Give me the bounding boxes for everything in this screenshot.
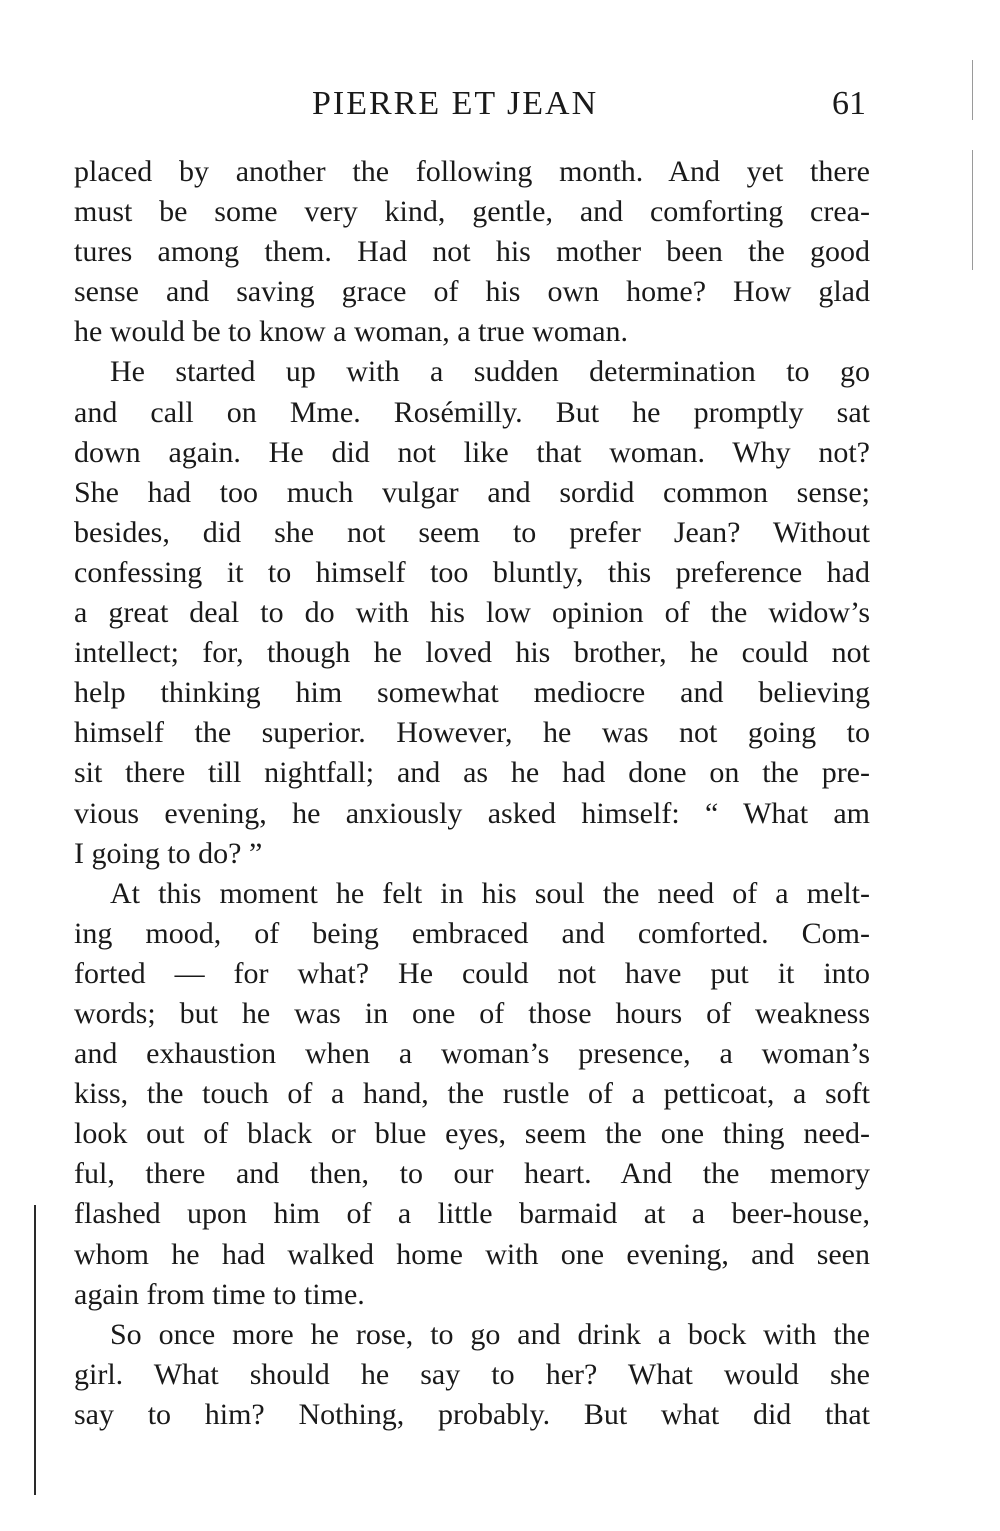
paragraph-start-line: At this moment he felt in his soul the need of a melt- — [110, 876, 870, 910]
text-line: I going to do? ” — [74, 836, 263, 870]
text-line: and call on Mme. Rosémilly. But he promptly sat — [74, 395, 870, 429]
text-line: he would be to know a woman, a true woman. — [74, 315, 629, 349]
text-line: look out of black or blue eyes, seem the one thing need- — [74, 1117, 870, 1151]
text-line: flashed upon him of a little barmaid at a beer-house, — [74, 1197, 870, 1231]
text-line: again from time to time. — [74, 1277, 365, 1311]
paragraph-start-line: He started up with a sudden determination to go — [110, 355, 870, 389]
text-line: help thinking him somewhat mediocre and believing — [74, 676, 870, 710]
paragraph-start-line: So once more he rose, to go and drink a bock with the — [110, 1317, 870, 1351]
margin-rule — [34, 1205, 36, 1495]
page-header — [0, 82, 1000, 126]
text-line: confessing it to himself too bluntly, this preference had — [74, 555, 870, 589]
text-line: kiss, the touch of a hand, the rustle of a petticoat, a soft — [74, 1077, 870, 1111]
text-line: sit there till nightfall; and as he had done on the pre- — [74, 756, 870, 790]
page-edge-mark — [972, 150, 973, 270]
text-line: forted — for what? He could not have put it into — [74, 956, 870, 990]
text-line: girl. What should he say to her? What would she — [74, 1357, 870, 1391]
text-line: tures among them. Had not his mother been the good — [74, 235, 870, 269]
text-line: must be some very kind, gentle, and comforting crea- — [74, 195, 870, 229]
text-line: vious evening, he anxiously asked himself: “ What am — [74, 796, 870, 830]
text-line: ing mood, of being embraced and comforted. Com- — [74, 916, 870, 950]
running-title: PIERRE ET JEAN — [312, 85, 599, 122]
body-text — [74, 152, 870, 1435]
text-line: words; but he was in one of those hours of weakness — [74, 996, 870, 1030]
text-line: whom he had walked home with one evening, and seen — [74, 1237, 870, 1271]
text-line: She had too much vulgar and sordid common sense; — [74, 475, 870, 509]
text-line: placed by another the following month. And yet there — [74, 155, 870, 188]
text-line: intellect; for, though he loved his brother, he could not — [74, 636, 870, 670]
page-number: 61 — [832, 85, 866, 122]
text-line: down again. He did not like that woman. Why not? — [74, 435, 870, 469]
text-line: besides, did she not seem to prefer Jean? Without — [74, 515, 870, 549]
text-line: a great deal to do with his low opinion of the widow’s — [74, 596, 870, 630]
text-line: ful, there and then, to our heart. And the memory — [74, 1157, 870, 1191]
text-line: and exhaustion when a woman’s presence, a woman’s — [74, 1037, 870, 1071]
page-edge-mark — [972, 60, 973, 120]
text-line: say to him? Nothing, probably. But what did that — [74, 1397, 870, 1431]
text-line: sense and saving grace of his own home? How glad — [74, 275, 870, 309]
text-line: himself the superior. However, he was not going to — [74, 716, 870, 750]
